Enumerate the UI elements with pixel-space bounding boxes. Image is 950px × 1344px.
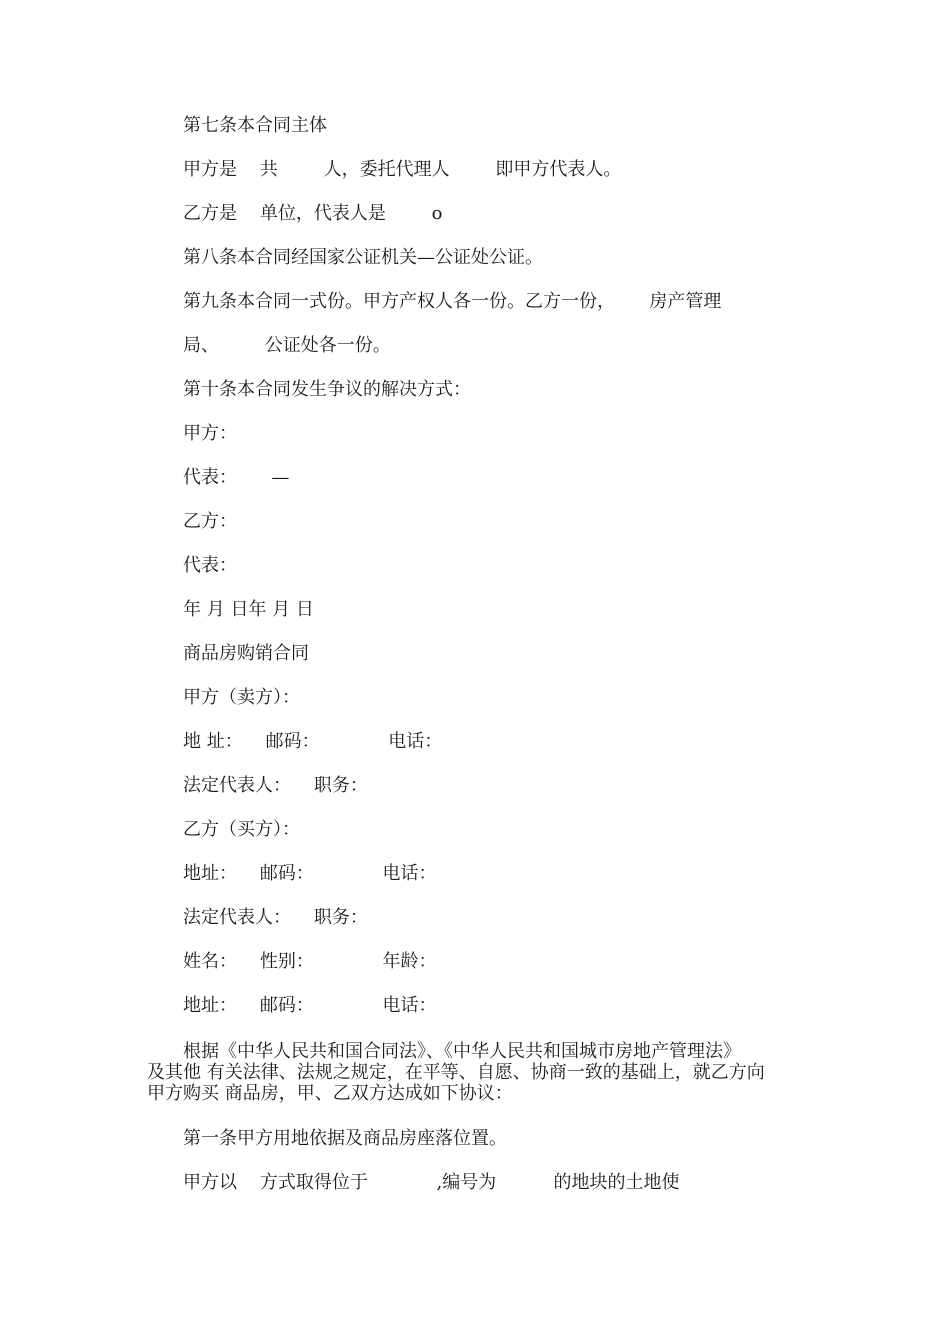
buyer-heading: 乙方（买方）： bbox=[183, 819, 300, 840]
article-8-line: 第八条本合同经国家公证机关—公证处公证。 bbox=[183, 247, 543, 268]
signature-party-a: 甲方： bbox=[183, 423, 237, 444]
article-1-line: 甲方以 方式取得位于 ,编号为 的地块的土地使 bbox=[183, 1172, 680, 1193]
buyer-address-line: 地址： 邮码： 电话： bbox=[183, 863, 437, 884]
article-9-continuation: 局、 公证处各一份。 bbox=[183, 335, 391, 356]
paragraph-row: 根据《中华人民共和国合同法》、《中华人民共和国城市房地产管理法》 bbox=[183, 1041, 741, 1062]
party-b-line: 乙方是 单位，代表人是 o bbox=[183, 203, 443, 224]
article-7-heading: 第七条本合同主体 bbox=[183, 115, 327, 136]
contract-title: 商品房购销合同 bbox=[183, 643, 309, 664]
paragraph-row: 及其他 有关法律、法规之规定，在平等、自愿、协商一致的基础上，就乙方向 bbox=[147, 1062, 765, 1083]
buyer-name-line: 姓名： 性别： 年龄： bbox=[183, 951, 437, 972]
legal-basis-paragraph bbox=[147, 1041, 807, 1104]
signature-rep-b: 代表： bbox=[183, 555, 237, 576]
seller-heading: 甲方（卖方）： bbox=[183, 687, 300, 708]
seller-legal-rep-line: 法定代表人： 职务： bbox=[183, 775, 368, 796]
signature-party-b: 乙方： bbox=[183, 511, 237, 532]
signature-dates: 年 月 日年 月 日 bbox=[183, 599, 314, 620]
buyer-legal-rep-line: 法定代表人： 职务： bbox=[183, 907, 368, 928]
seller-address-line: 地 址： 邮码： 电话： bbox=[183, 731, 443, 752]
paragraph-row: 甲方购买 商品房，甲、乙双方达成如下协议： bbox=[147, 1083, 513, 1104]
party-a-line: 甲方是 共 人，委托代理人 即甲方代表人。 bbox=[183, 159, 622, 180]
article-1-heading: 第一条甲方用地依据及商品房座落位置。 bbox=[183, 1128, 507, 1149]
buyer-address-line-2: 地址： 邮码： 电话： bbox=[183, 995, 437, 1016]
signature-rep-a: 代表： — bbox=[183, 467, 290, 488]
article-9-line: 第九条本合同一式份。甲方产权人各一份。乙方一份， 房产管理 bbox=[183, 291, 722, 312]
article-10-line: 第十条本合同发生争议的解决方式： bbox=[183, 379, 471, 400]
